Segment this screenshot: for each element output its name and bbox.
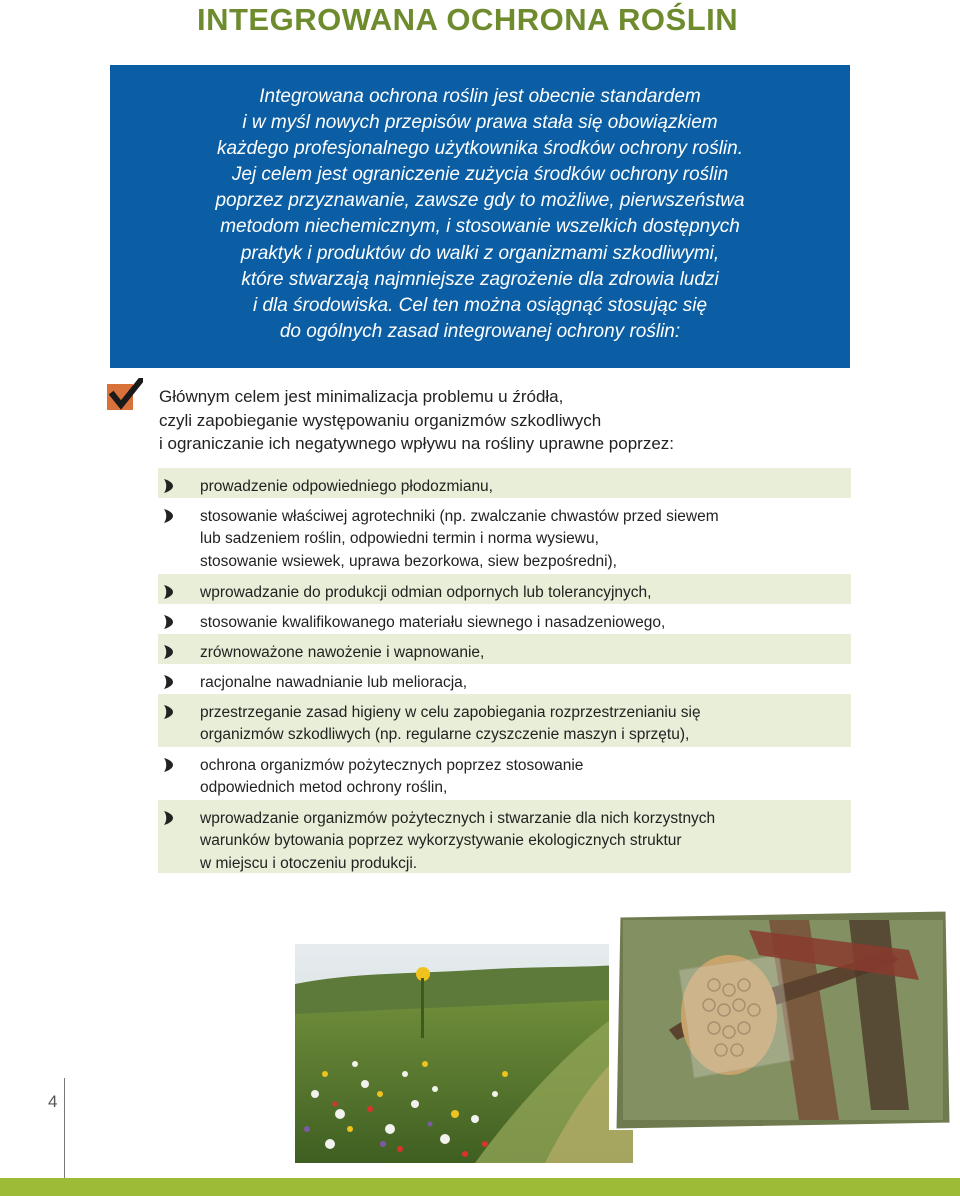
list-item-text bbox=[200, 506, 719, 573]
list-item bbox=[158, 800, 851, 873]
intro-line: Integrowana ochrona roślin jest obecnie standardem bbox=[259, 86, 701, 107]
bullet-icon bbox=[163, 811, 173, 825]
lead-paragraph bbox=[159, 385, 839, 456]
list-item-line: stosowanie właściwej agrotechniki (np. zwalczanie chwastów przed siewem bbox=[200, 508, 719, 525]
list-item-line: lub sadzeniem roślin, odpowiedni termin i norma wysiewu, bbox=[200, 530, 599, 548]
list-item-text bbox=[200, 755, 583, 800]
lead-line: i ograniczanie ich negatywnego wpływu na rośliny uprawne poprzez: bbox=[159, 434, 675, 453]
bullet-icon bbox=[163, 585, 173, 599]
checkmark-icon bbox=[107, 378, 143, 412]
footer-bar bbox=[0, 1178, 960, 1196]
list-item-text bbox=[200, 672, 467, 694]
list-item-line: prowadzenie odpowiedniego płodozmianu, bbox=[200, 478, 493, 495]
intro-line: poprzez przyznawanie, zawsze gdy to możliwe, pierwszeństwa bbox=[215, 190, 745, 212]
list-item-line: przestrzeganie zasad higieny w celu zapobiegania rozprzestrzenianiu się bbox=[200, 704, 701, 721]
list-item-line: w miejscu i otoczeniu produkcji. bbox=[200, 854, 418, 872]
list-item-line: warunków bytowania poprzez wykorzystywanie ekologicznych struktur bbox=[200, 832, 682, 850]
bullet-icon bbox=[163, 758, 173, 772]
list-item-line: racjonalne nawadnianie lub melioracja, bbox=[200, 674, 468, 691]
list-item bbox=[158, 664, 851, 694]
list-item bbox=[158, 604, 851, 634]
list-item-line: stosowanie kwalifikowanego materiału siewnego i nasadzeniowego, bbox=[200, 614, 666, 631]
intro-line: i dla środowiska. Cel ten można osiągnąć stosując się bbox=[252, 294, 708, 316]
intro-line: Jej celem jest ograniczenie zużycia środków ochrony roślin bbox=[231, 164, 729, 186]
list-item-text bbox=[200, 612, 665, 634]
list-item-text bbox=[200, 808, 715, 875]
list-item-line: stosowanie wsiewek, uprawa bezorkowa, siew bezpośredni), bbox=[200, 552, 617, 570]
list-item bbox=[158, 694, 851, 747]
lead-line: Głównym celem jest minimalizacja problemu u źródła, bbox=[159, 387, 564, 406]
list-item bbox=[158, 498, 851, 574]
bullet-icon bbox=[163, 479, 173, 493]
intro-line: każdego profesjonalnego użytkownika środków ochrony roślin. bbox=[217, 138, 743, 160]
list-item-line: zrównoważone nawożenie i wapnowanie, bbox=[200, 644, 485, 661]
bullet-icon bbox=[163, 705, 173, 719]
intro-line: i w myśl nowych przepisów prawa stała się obowiązkiem bbox=[242, 112, 718, 134]
intro-line: które stwarzają najmniejsze zagrożenie dla zdrowia ludzi bbox=[241, 268, 719, 290]
intro-box bbox=[110, 65, 850, 368]
list-item-line: odpowiednich metod ochrony roślin, bbox=[200, 779, 448, 797]
list-item-line: wprowadzanie do produkcji odmian odpornych lub tolerancyjnych, bbox=[200, 584, 652, 601]
intro-line: praktyk i produktów do walki z organizmami szkodliwymi, bbox=[240, 242, 720, 264]
list-item-text bbox=[200, 642, 484, 664]
list-item-text bbox=[200, 476, 493, 498]
bullet-icon bbox=[163, 509, 173, 523]
bullet-icon bbox=[163, 675, 173, 689]
list-item bbox=[158, 634, 851, 664]
list-item-line: wprowadzanie organizmów pożytecznych i stwarzanie dla nich korzystnych bbox=[200, 810, 716, 827]
list-item bbox=[158, 574, 851, 604]
wildflower-field-photo bbox=[295, 944, 633, 1163]
intro-line: do ogólnych zasad integrowanej ochrony roślin: bbox=[279, 320, 681, 342]
list-item-text bbox=[200, 702, 701, 747]
intro-text bbox=[110, 84, 850, 345]
page-title: INTEGROWANA OCHRONA ROŚLIN bbox=[197, 2, 739, 37]
page-number: 4 bbox=[48, 1092, 58, 1111]
list-item-text bbox=[200, 582, 651, 604]
intro-line: metodom niechemicznym, i stosowanie wszelkich dostępnych bbox=[220, 216, 740, 238]
lead-line: czyli zapobieganie występowaniu organizmów szkodliwych bbox=[159, 410, 602, 430]
list-item bbox=[158, 468, 851, 498]
list-item-line: organizmów szkodliwych (np. regularne czyszczenie maszyn i sprzętu), bbox=[200, 726, 690, 744]
bullet-icon bbox=[163, 615, 173, 629]
list-item-line: ochrona organizmów pożytecznych poprzez stosowanie bbox=[200, 757, 584, 774]
page-rule bbox=[64, 1078, 65, 1178]
bullet-icon bbox=[163, 645, 173, 659]
list-item bbox=[158, 747, 851, 800]
insect-hotel-photo bbox=[609, 910, 953, 1130]
